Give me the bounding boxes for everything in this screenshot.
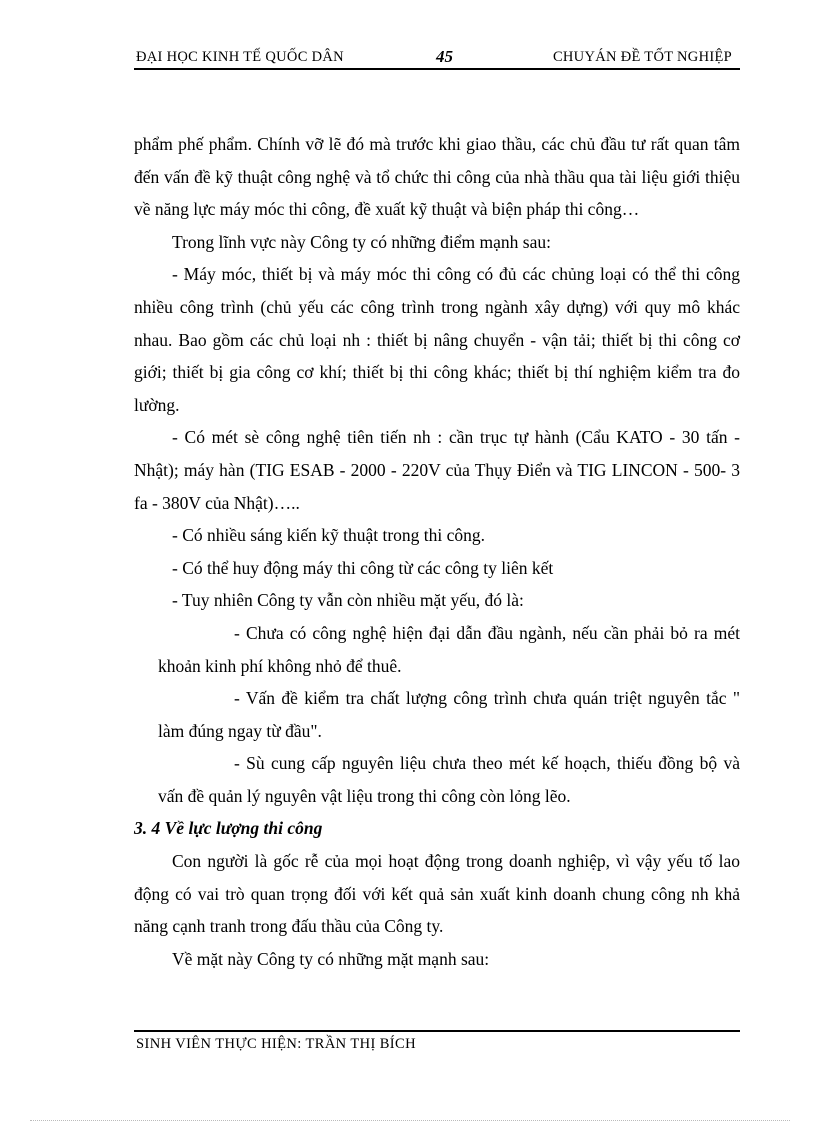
bullet-item: - Máy móc, thiết bị và máy móc thi công có đủ các chủng loại có thể thi công nhiều công trình (chủ yếu các công trình trong ngành xây dựng) với quy mô khác nhau. Bao gồm các chủ loại nh : thiết bị nâng chuyển - vận tải; thiết bị thi công cơ giới; thiết bị gia công cơ khí; thiết bị thi công khác; thiết bị thí nghiệm kiểm tra đo lường.: [134, 264, 740, 415]
dash-item: - Vấn đề kiểm tra chất lượng công trình chưa quán triệt nguyên tắc " làm đúng ngay từ đầu".: [158, 688, 740, 741]
header-thesis-title: CHUYÁN ĐỀ TỐT NGHIỆP: [552, 49, 732, 65]
paragraph: phẩm phế phẩm. Chính vỡ lẽ đó mà trước khi giao thầu, các chủ đầu tư rất quan tâm đến vấn đề kỹ thuật công nghệ và tổ chức thi công của nhà thầu qua tài liệu giới thiệu về năng lực máy móc thi công, đề xuất kỹ thuật và biện pháp thi công…: [134, 134, 740, 220]
paragraph: Về mặt này Công ty có những mặt mạnh sau:: [172, 948, 490, 969]
paragraph: Trong lĩnh vực này Công ty có những điểm mạnh sau:: [172, 231, 551, 252]
page-number: 45: [436, 47, 453, 66]
footer-divider: [134, 1030, 740, 1032]
section-heading: 3. 4 Về lực lượng thi công: [134, 818, 323, 839]
dash-item: - Sù cung cấp nguyên liệu chưa theo mét kế hoạch, thiếu đồng bộ và vấn đề quản lý nguyên vật liệu trong thi công còn lỏng lẽo.: [158, 753, 740, 806]
footer-author: SINH VIÊN THỰC HIỆN: TRẦN THỊ BÍCH: [136, 1036, 416, 1052]
header-university: ĐẠI HỌC KINH TẾ QUỐC DÂN: [136, 49, 344, 65]
document-body: [134, 128, 740, 975]
page-header: [134, 48, 740, 70]
bullet-item: - Có thể huy động máy thi công từ các công ty liên kết: [172, 557, 554, 578]
bullet-item: - Có nhiều sáng kiến kỹ thuật trong thi công.: [172, 525, 486, 546]
bullet-item: - Có mét sè công nghệ tiên tiến nh : cần trục tự hành (Cẩu KATO - 30 tấn - Nhật); máy hàn (TIG ESAB - 2000 - 220V của Thụy Điển và TIG LINCON - 500- 3 fa - 380V của Nhật)…..: [134, 427, 740, 513]
page-edge-divider: [30, 1120, 790, 1121]
paragraph: Con người là gốc rễ của mọi hoạt động trong doanh nghiệp, vì vậy yếu tố lao động có vai trò quan trọng đối với kết quả sản xuất kinh doanh chung công nh khả năng cạnh tranh trong đấu thầu của Công ty.: [134, 851, 740, 937]
dash-item: - Chưa có công nghệ hiện đại dẫn đầu ngành, nếu cần phải bỏ ra mét khoản kinh phí không nhỏ để thuê.: [158, 622, 740, 676]
bullet-item: - Tuy nhiên Công ty vẫn còn nhiều mặt yếu, đó là:: [172, 590, 524, 611]
